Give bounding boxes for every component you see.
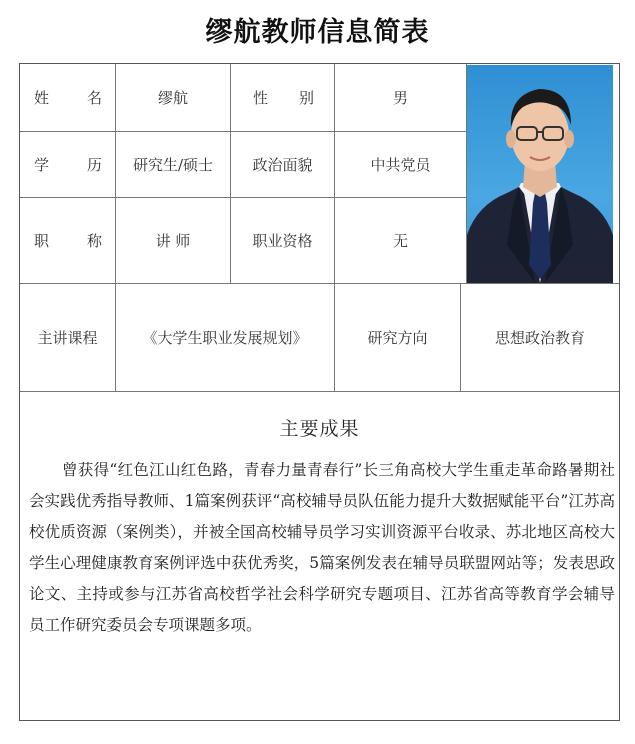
title-label: 职 称 — [34, 232, 102, 250]
education-label: 学 历 — [34, 156, 102, 174]
research-label: 研究方向 — [367, 329, 428, 347]
gender-label: 性 别 — [253, 89, 314, 107]
teacher-photo — [467, 65, 613, 283]
achievements-text: 曾获得“红色江山红色路，青春力量青春行”长三角高校大学生重走革命路暑期社会实践优秀指导教师、1篇案例获评“高校辅导员队伍能力提升大数据赋能平台”江苏高校优质资源（案例类），并被全国高校辅导员学习实训资源平台收录、苏北地区高校大学生心理健康教育案例评选中获优秀奖，5篇案例发表在辅导员联盟网站等；发表思政论文、主持或参与江苏省高校哲学社会科学研究专题项目、江苏省高等教育学会辅导员工作研究委员会专项课题多项。 — [29, 461, 615, 634]
education-value: 研究生/硕士 — [132, 156, 214, 174]
qualification-label: 职业资格 — [252, 232, 313, 250]
qualification-value: 无 — [392, 232, 408, 250]
gender-value: 男 — [392, 89, 408, 107]
title-value: 讲 师 — [155, 232, 191, 250]
political-value: 中共党员 — [370, 156, 431, 174]
research-value: 思想政治教育 — [494, 329, 585, 347]
achievements-heading: 主要成果 — [279, 418, 360, 440]
name-value: 缪航 — [157, 89, 188, 107]
course-value: 《大学生职业发展规划》 — [142, 329, 308, 347]
course-label: 主讲课程 — [37, 329, 98, 347]
political-label: 政治面貌 — [252, 156, 313, 174]
page-title: 缪航教师信息简表 — [205, 17, 430, 48]
name-label: 姓 名 — [34, 89, 102, 107]
info-table — [19, 63, 620, 721]
